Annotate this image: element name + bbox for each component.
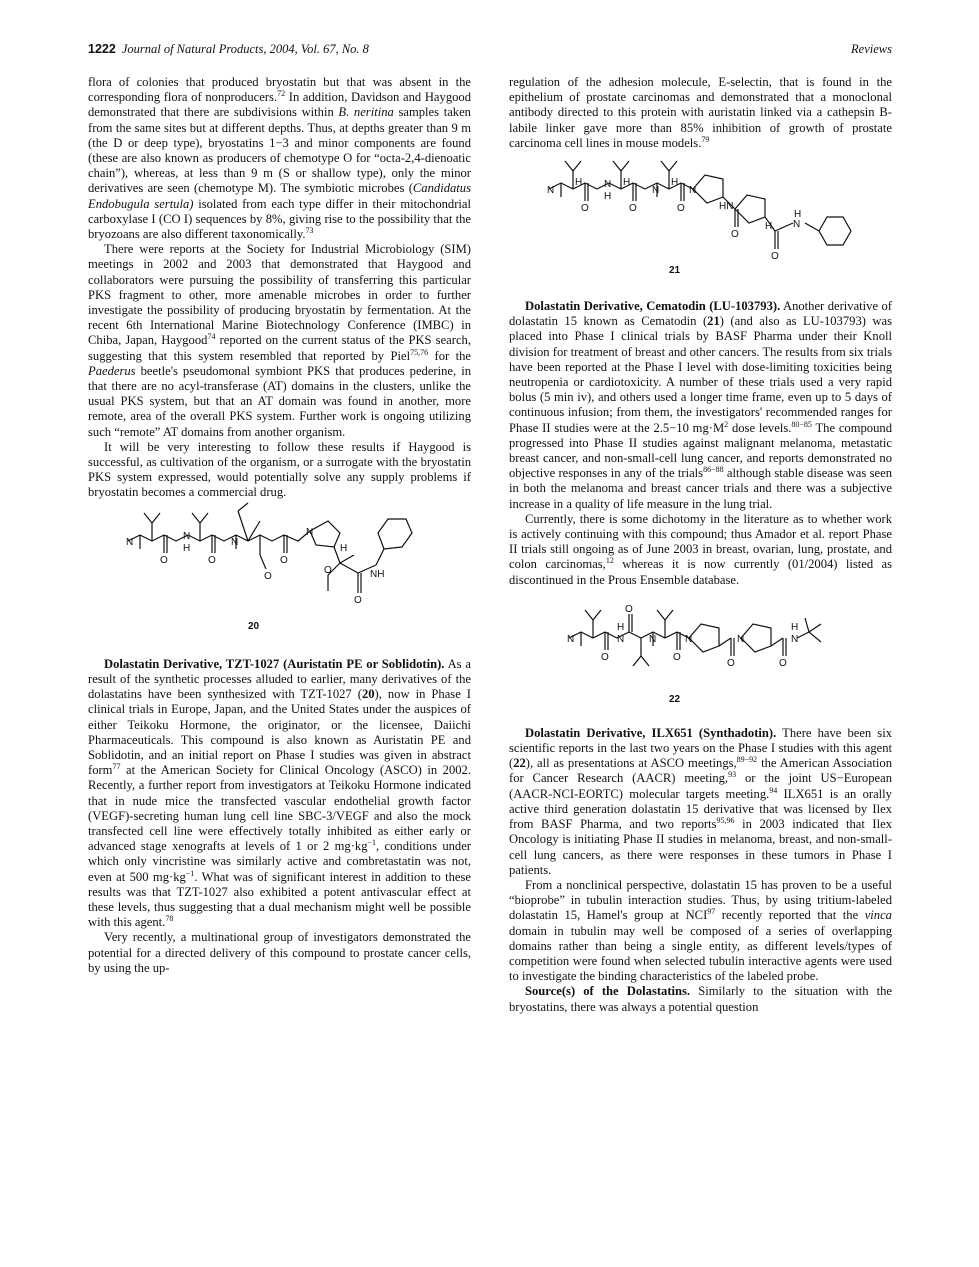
chemical-structure-21 <box>509 151 892 283</box>
svg-text:O: O <box>771 251 779 263</box>
paragraph: From a nonclinical perspective, dolastatin 15 has proven to be a useful “bioprobe” in tubulin interaction studies. Thus, by using tritium-labeled dolastatin 15, Hamel's group at NCI$^{97}$ recently reported that the vinca domain in tubulin may well be composed of a series of overlapping domains rather than being a single entity, as different levels/types of competition were found when selected tubulin interactive agents were used to investigate the binding characteristics of the labeled probe. <box>509 877 892 984</box>
paragraph: There were reports at the Society for Industrial Microbiology (SIM) meetings in 2002 and 2003 that demonstrated that Haygood and collaborators were pursuing the possibility of transferring this particular PKS fragment to other, more amenable microbes in order to further investigate the possibility of producing bryostatin by fermentation. At the recent 6th International Marine Biotechnology Conference (IMBC) in Chiba, Japan, Haygood$^{74}$ reported on the current status of the PKS search, suggesting that this system resembled that reported by Piel$^{75,76}$ for the Paederus beetle's pseudomonal symbiont PKS that produces pederine, in that there are no acyl-transferase (AT) domains in the clusters, unlike the usual PKS system, but that an AT domain was found in another, more remote, area of the overall PKS system. Further work is ongoing utilizing such “remote” AT domains from another organism. <box>88 242 472 439</box>
journal-citation: Journal of Natural Products, 2004, Vol. 67, No. 8 <box>121 42 369 56</box>
svg-text:N: N <box>617 633 625 645</box>
svg-text:N: N <box>567 633 575 645</box>
svg-text:N: N <box>649 633 657 645</box>
svg-text:H: H <box>671 177 679 189</box>
compound-label: 21 <box>669 265 681 277</box>
svg-text:H: H <box>575 177 583 189</box>
section-name: Reviews <box>851 42 892 56</box>
svg-text:O: O <box>160 554 168 566</box>
paragraph: Dolastatin Derivative, Cematodin (LU-103793). Another derivative of dolastatin 15 known as Cematodin (21) (and also as LU-103793) was placed into Phase I clinical trials by BASF Pharma under their Knoll division for treatment of breast and other cancers. The results from six trials have been reported at the Phase I level with dose-limiting toxicities being neutropenia or cardiotoxicity. A number of these trials used a very rapid bolus (5 min iv), and others used a longer time frame, even up to 5 days of continuous infusion; from them, the investigators' recommended ranges for Phase II studies were at the 2.5−10 $mg\cdot M^2$ dose levels.$^{80-85}$ The compound progressed into Phase II studies against malignant melanoma, metastatic breast cancer, and non-small-cell lung cancer, and reports demonstrated no objective responses in any of the trials$^{86-88}$ although stable disease was seen in both the melanoma and breast cancer trials and there was a subjective increase in a quality of life measure in the lung trial. <box>509 299 892 511</box>
page-number: 1222 <box>88 42 116 56</box>
chemical-structure-22 <box>509 588 892 710</box>
paragraph: flora of colonies that produced bryostatin but that was absent in the corresponding flora of nonproducers.$^{72}$ In addition, Davidson and Haygood demonstrated that there are subdivisions within B. neritina samples taken from the same sites but at different depths. Thus, at depths greater than 9 m (the D or deep type), bryostatins 1−3 and minor components are found (these are also known as producers of chemotype O for “octa-2,4-dienoatic chain”), whereas, at less than 9 m (S or shallow type), only the minor derivatives are seen (chemotype M). The symbiotic microbes (Candidatus Endobugula sertula) isolated from each type differ in their mitochondrial carboxylase I (CO I) sequences by 8%, giving rise to the possibility that the bryozoans are also different taxonomically.$^{73}$ <box>88 75 472 242</box>
svg-text:O: O <box>625 603 633 615</box>
paragraph: Source(s) of the Dolastatins. Similarly to the situation with the bryostatins, there was always a potential question <box>509 984 892 1014</box>
svg-text:N: N <box>652 185 660 197</box>
svg-text:N: N <box>685 633 693 645</box>
svg-text:H: H <box>623 177 631 189</box>
svg-text:O: O <box>324 564 332 576</box>
svg-text:O: O <box>280 554 288 566</box>
page-header <box>88 42 892 60</box>
svg-text:NH: NH <box>370 568 385 580</box>
svg-text:O: O <box>779 657 787 669</box>
paragraph: Dolastatin Derivative, ILX651 (Synthadotin). There have been six scientific reports in the last two years on the Phase I studies with this agent (22), all as presentations at ASCO meetings,$^{89-92}$ the American Association for Cancer Research (AACR) meeting,$^{93}$ or the joint US−European (AACR-NCI-EORTC) molecular targets meeting.$^{94}$ ILX651 is an orally active third generation dolastatin 15 derivative that was licensed by Ilex from BASF Pharma, and two reports$^{95,96}$ in 2003 indicated that Ilex Oncology is initiating Phase II studies in melanoma, breast, and non-small-cell lung cancers, as there were responses in these tumors in Phase I patients. <box>509 725 893 877</box>
paragraph: It will be very interesting to follow these results if Haygood is successful, as cultivation of the organism, or a surrogate with the bryostatin PKS system expressed, would potentially solve any supply problems if bryostatin becomes a commercial drug. <box>88 439 471 500</box>
svg-text:H: H <box>791 621 799 633</box>
paragraph: Very recently, a multinational group of investigators demonstrated the potential for a directed delivery of this compound to prostate cancer cells, by using the up- <box>88 930 471 975</box>
svg-text:N: N <box>547 185 555 197</box>
svg-text:O: O <box>629 203 637 215</box>
svg-text:H: H <box>604 191 612 203</box>
svg-text:N: N <box>231 536 239 548</box>
svg-text:N: N <box>737 633 745 645</box>
svg-text:N: N <box>183 530 191 542</box>
svg-text:H: H <box>340 542 348 554</box>
compound-label: 20 <box>248 620 260 632</box>
svg-text:O: O <box>673 651 681 663</box>
svg-text:O: O <box>354 594 362 606</box>
svg-text:O: O <box>731 229 739 241</box>
compound-label: 22 <box>669 693 681 705</box>
left-column <box>88 75 471 976</box>
paragraph: Currently, there is some dichotomy in the literature as to whether work is actively continuing with this compound; thus Amador et al. report Phase II trials still ongoing as of June 2003 in breast, ovarian, lung, prostate, and colon carcinomas,$^{12}$ whereas it is now currently (01/2004) listed as discontinued in the Prous Ensemble database. <box>509 511 892 587</box>
structure-figure-20 <box>88 501 471 641</box>
paragraph: regulation of the adhesion molecule, E-selectin, that is found in the epithelium of prostate carcinomas and demonstrated that a monoclonal antibody directed to this protein with auristatin linked via a cathepsin B-labile linker gave more than 85% inhibition of growth of prostate carcinoma cell lines in mouse models.$^{79}$ <box>509 75 892 150</box>
svg-text:N: N <box>126 536 134 548</box>
svg-text:N: N <box>306 526 314 538</box>
structure-figure-22 <box>509 588 892 710</box>
svg-text:H: H <box>765 221 773 233</box>
svg-text:N: N <box>793 219 801 231</box>
svg-text:H: H <box>617 621 625 633</box>
chemical-structure-20 <box>88 501 471 641</box>
svg-text:N: N <box>791 633 799 645</box>
svg-text:H: H <box>794 209 802 221</box>
svg-text:O: O <box>208 554 216 566</box>
paragraph: Dolastatin Derivative, TZT-1027 (Auristatin PE or Soblidotin). As a result of the synthetic processes alluded to earlier, many derivatives of the dolastatins have been synthesized with TZT-1027 (20), now in Phase I clinical trials in Europe, Japan, and the United States under the auspices of either Teikoku Hormone, the originator, or the licensee, Daiichi Pharmaceuticals. This compound is also known as Auristatin PE and Soblidotin, and an initial report on Phase I studies was given in abstract form$^{77}$ at the American Society for Clinical Oncology (ASCO) in 2002. Recently, a further report from investigators at Teikoku Hormone indicated that in nude mice the transfected vascular endothelial growth factor (VEGF)-secreting human lung cell line SBC-3/VEGF and also the mock transfected cell line were effectively totally inhibited as either early or advanced stage xenografts at levels of 1 or 2 $mg\cdot kg^{-1}$, conditions under which only vincristine was similarly active and combretastatin was not, even at 500 $mg\cdot kg^{-1}$. What was of significant interest in addition to these results was that TZT-1027 also exhibited a potent antivascular effect at these levels, thus suggesting that a dual mechanism might well be possible with this agent.$^{78}$ <box>88 656 472 930</box>
svg-text:O: O <box>264 570 272 582</box>
running-head-left <box>88 42 369 57</box>
svg-text:O: O <box>581 203 589 215</box>
right-column <box>509 75 892 1015</box>
svg-text:O: O <box>677 203 685 215</box>
svg-text:HN: HN <box>719 201 734 213</box>
svg-text:N: N <box>689 185 697 197</box>
svg-text:O: O <box>727 657 735 669</box>
structure-figure-21 <box>509 151 892 283</box>
svg-text:O: O <box>601 651 609 663</box>
svg-text:H: H <box>183 542 191 554</box>
svg-text:N: N <box>604 179 612 191</box>
